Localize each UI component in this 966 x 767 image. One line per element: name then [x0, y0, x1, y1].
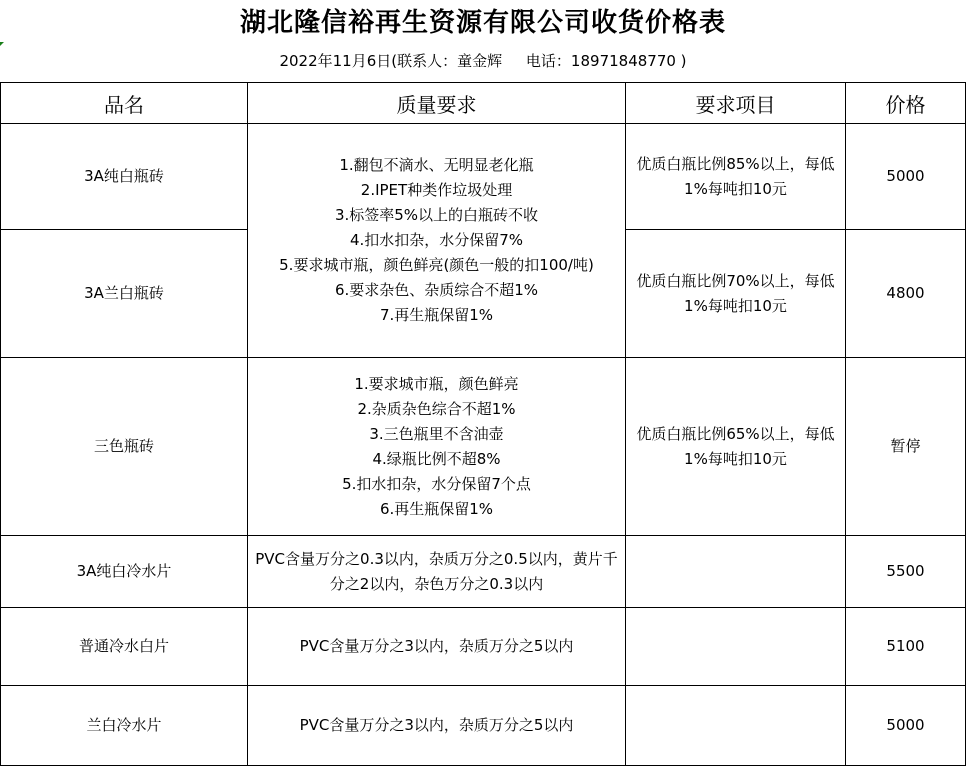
requirement-item	[626, 536, 846, 608]
header-requirement: 要求项目	[626, 83, 846, 124]
price-value: 5000	[846, 686, 966, 766]
quality-requirements: PVC含量万分之3以内，杂质万分之5以内	[248, 608, 626, 686]
requirement-item	[626, 608, 846, 686]
product-name: 普通冷水白片	[1, 608, 248, 686]
price-value: 5500	[846, 536, 966, 608]
price-table	[0, 82, 966, 766]
quality-item: 4.绿瓶比例不超8%	[372, 449, 501, 468]
price-value: 5100	[846, 608, 966, 686]
quality-requirements	[248, 124, 626, 358]
header-price: 价格	[846, 83, 966, 124]
page-title: 湖北隆信裕再生资源有限公司收货价格表	[239, 8, 726, 38]
header-quality: 质量要求	[248, 83, 626, 124]
product-name: 3A纯白瓶砖	[1, 124, 248, 230]
quality-item: 6.要求杂色、杂质综合不超1%	[334, 281, 539, 299]
quality-requirements: PVC含量万分之0.3以内，杂质万分之0.5以内，黄片千分之2以内，杂色万分之0.3以内	[248, 536, 626, 608]
product-name: 3A兰白瓶砖	[1, 230, 248, 358]
requirement-item: 优质白瓶比例70%以上，每低1%每吨扣10元	[626, 230, 846, 358]
product-name: 3A纯白冷水片	[1, 536, 248, 608]
price-value: 4800	[846, 230, 966, 358]
requirement-item	[626, 686, 846, 766]
quality-item: 2.IPET种类作垃圾处理	[360, 181, 513, 199]
product-name: 三色瓶砖	[1, 358, 248, 536]
header-name: 品名	[1, 83, 248, 124]
quality-item: 3.标签率5%以上的白瓶砖不收	[334, 206, 539, 224]
product-name: 兰白冷水片	[1, 686, 248, 766]
quality-item: 3.三色瓶里不含油壶	[369, 424, 504, 443]
table-header-row	[1, 83, 966, 124]
price-value: 暂停	[846, 358, 966, 536]
table-row	[1, 124, 966, 230]
price-value: 5000	[846, 124, 966, 230]
table-row	[1, 686, 966, 766]
requirement-item: 优质白瓶比例65%以上，每低1%每吨扣10元	[626, 358, 846, 536]
quality-requirements	[248, 358, 626, 536]
quality-item: 5.要求城市瓶，颜色鲜亮(颜色一般的扣100/吨)	[279, 256, 594, 274]
quality-item: 4.扣水扣杂，水分保留7%	[349, 231, 524, 249]
quality-item: 6.再生瓶保留1%	[379, 499, 494, 518]
table-row	[1, 608, 966, 686]
quality-item: 1.翻包不滴水、无明显老化瓶	[339, 156, 534, 174]
table-row	[1, 536, 966, 608]
quality-requirements: PVC含量万分之3以内，杂质万分之5以内	[248, 686, 626, 766]
quality-item: 7.再生瓶保留1%	[379, 306, 494, 324]
table-row	[1, 358, 966, 536]
cell-corner-mark	[0, 42, 4, 46]
date-contact-line: 2022年11月6日(联系人：童金辉 电话：18971848770 )	[279, 52, 687, 70]
quality-item: 5.扣水扣杂，水分保留7个点	[342, 474, 531, 493]
requirement-item: 优质白瓶比例85%以上，每低1%每吨扣10元	[626, 124, 846, 230]
quality-item: 2.杂质杂色综合不超1%	[357, 399, 516, 418]
quality-item: 1.要求城市瓶，颜色鲜亮	[354, 374, 519, 393]
